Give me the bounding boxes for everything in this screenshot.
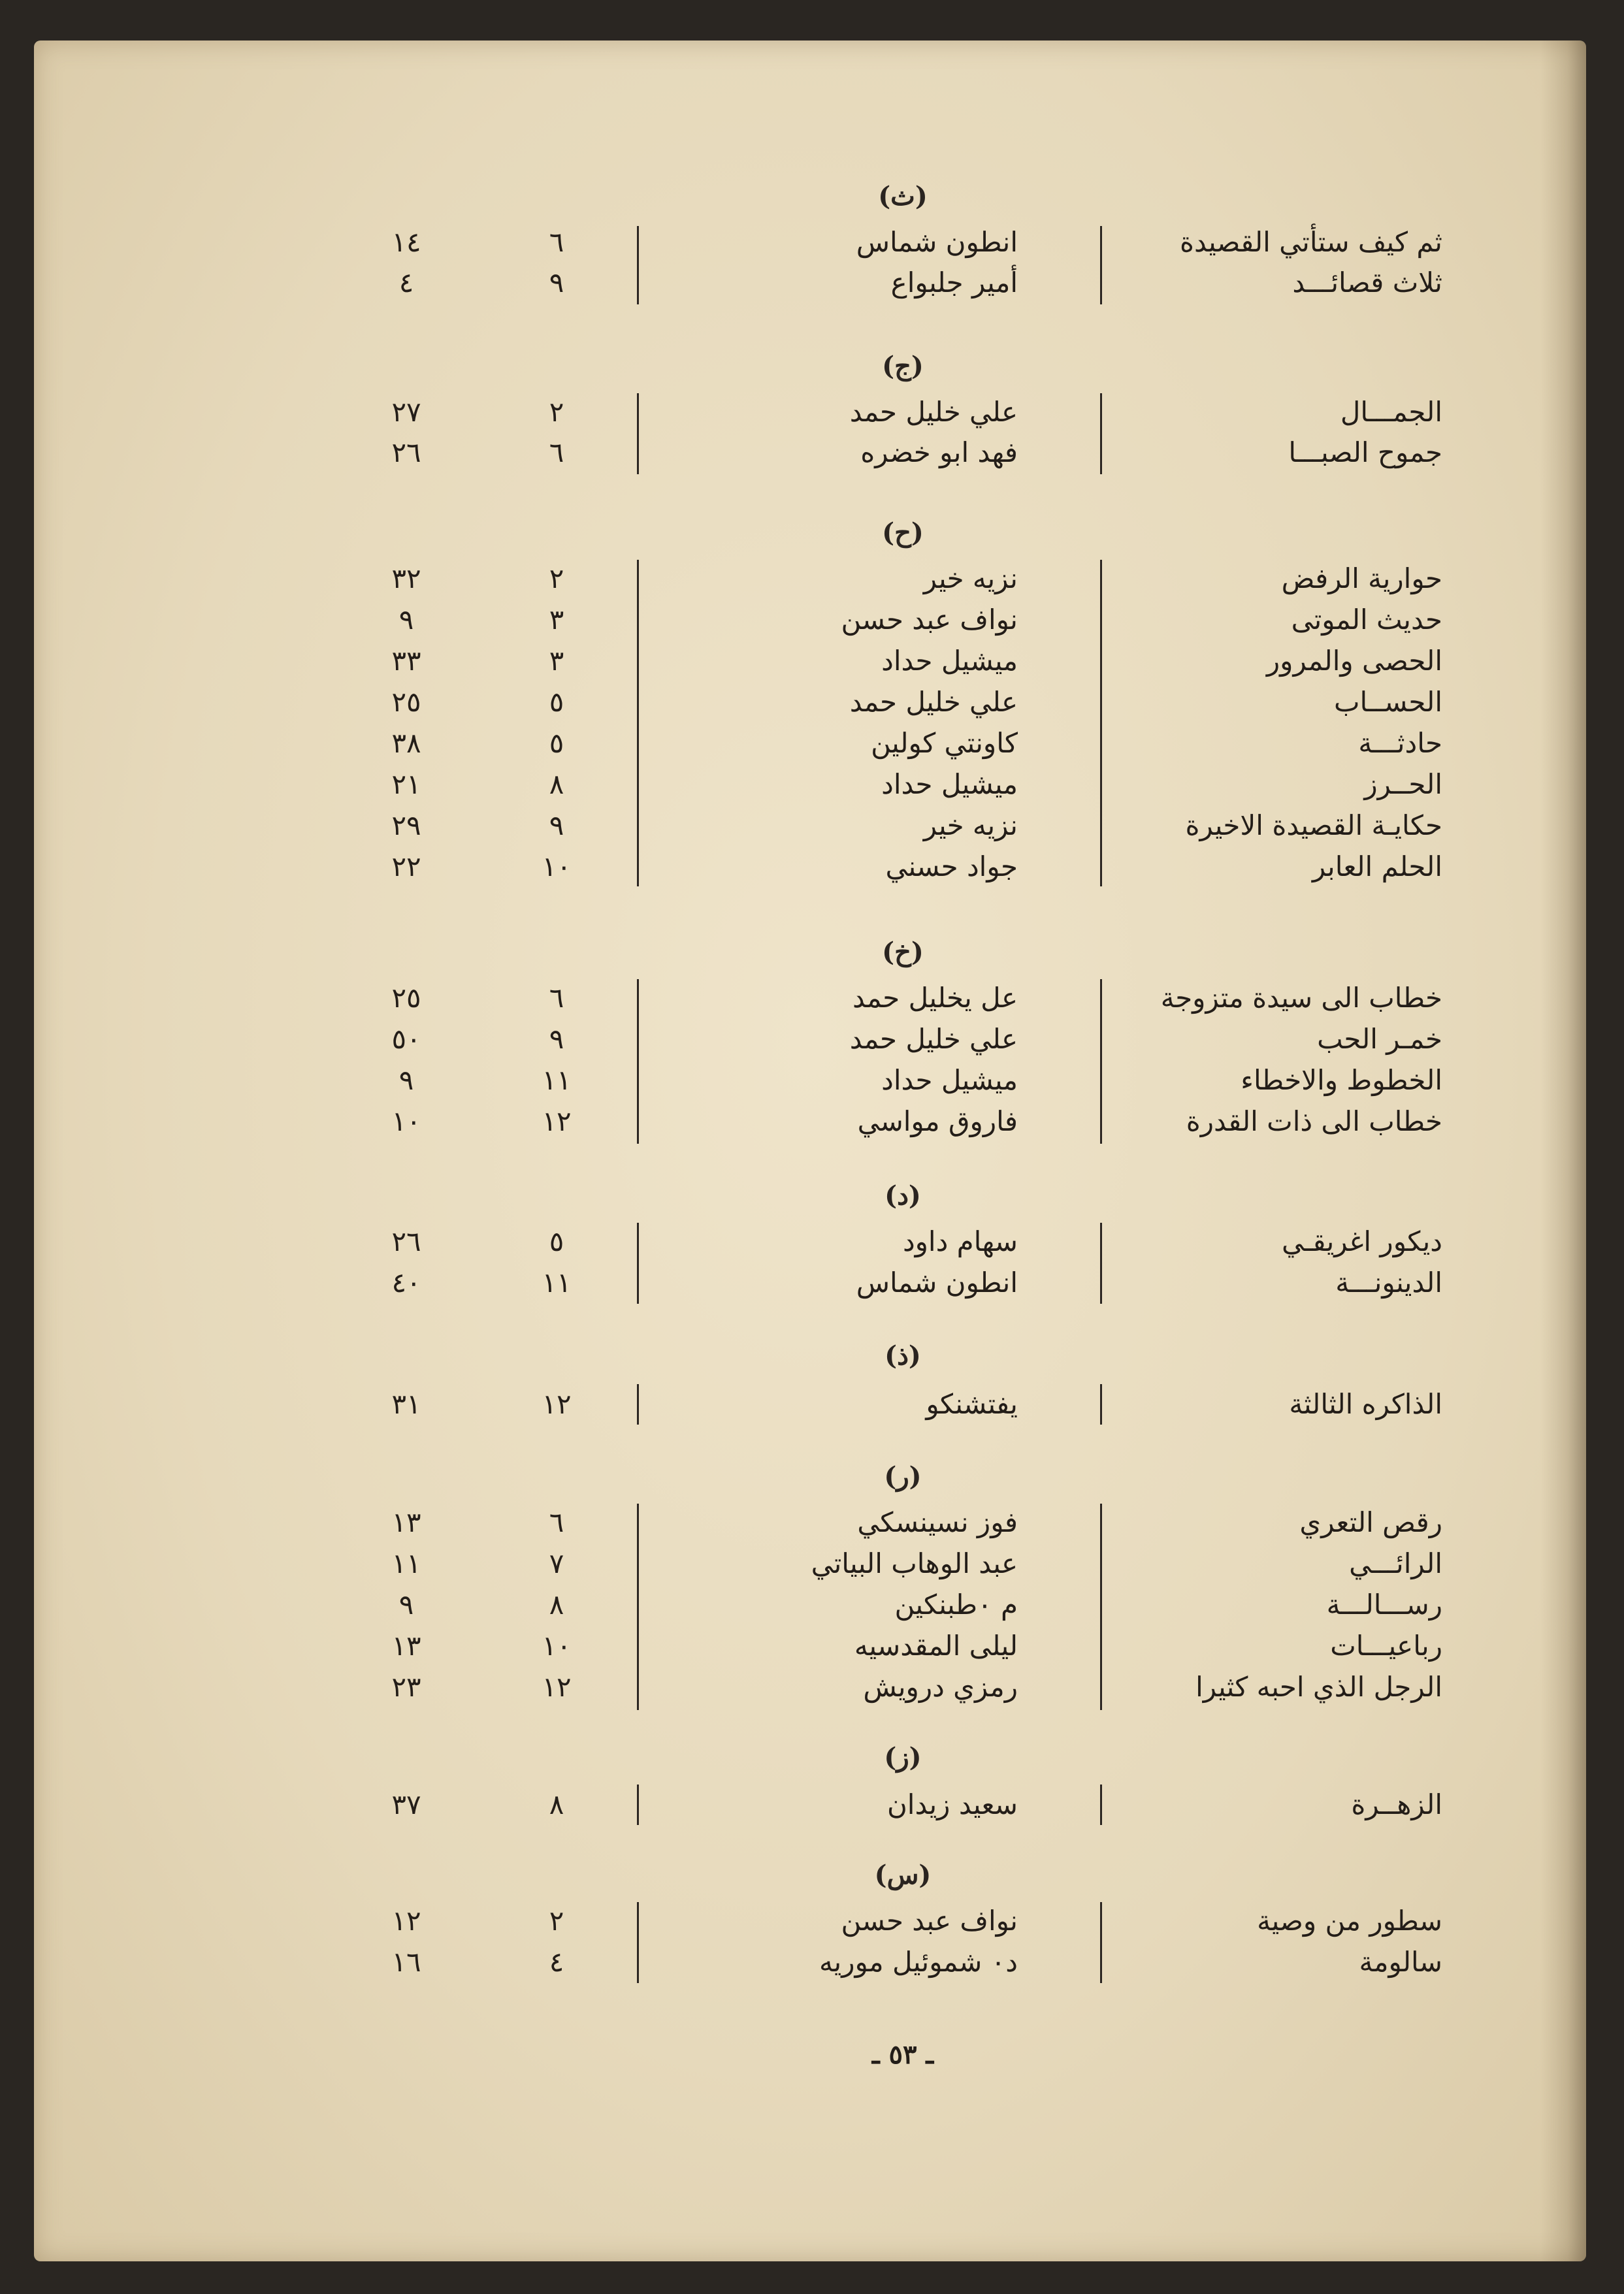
poem-title: الحصى والمرور (1266, 645, 1442, 677)
table-row (34, 723, 1586, 764)
table-row (34, 1667, 1586, 1707)
issue-number: ٢ (549, 396, 564, 428)
poem-title: الدينونـــة (1335, 1267, 1442, 1299)
page-number: ٩ (398, 1064, 414, 1096)
poet-name: سهام داود (902, 1225, 1018, 1257)
poem-title: جموح الصبـــا (1288, 436, 1442, 468)
poem-title: الرائـــي (1349, 1547, 1442, 1579)
poet-name: نواف عبد حسن (841, 1905, 1018, 1937)
page-number: ١٦ (391, 1946, 421, 1978)
page-number: ٢٦ (391, 436, 421, 468)
poet-name: أمير جلبواع (890, 267, 1018, 299)
poem-title: رباعيـــات (1330, 1630, 1442, 1662)
poet-name: نواف عبد حسن (841, 604, 1018, 636)
poet-name: ليلى المقدسيه (854, 1630, 1018, 1662)
poem-title: رســـالـــة (1326, 1589, 1442, 1621)
page-number: ٥٠ (391, 1023, 421, 1055)
poet-name: عل يخليل حمد (852, 982, 1018, 1014)
table-row (34, 1221, 1586, 1262)
poem-title: الحلم العابر (1312, 850, 1442, 882)
issue-number: ٥ (549, 1225, 564, 1257)
page-number: ٣٧ (391, 1788, 421, 1820)
page-number: ٤٠ (391, 1267, 421, 1299)
poet-name: فهد ابو خضره (860, 436, 1018, 468)
table-row (34, 1626, 1586, 1666)
poem-title: حادثـــة (1358, 727, 1442, 759)
table-row (34, 392, 1586, 432)
table-row (34, 600, 1586, 640)
page-number: ٣١ (391, 1388, 421, 1420)
issue-number: ٣ (549, 645, 564, 677)
page-number: ١٣ (391, 1506, 421, 1538)
issue-number: ١٢ (542, 1671, 572, 1703)
page-number: ٢٥ (391, 686, 421, 718)
poet-name: فوز نسينسكي (857, 1506, 1018, 1538)
page-number: ٢٣ (391, 1671, 421, 1703)
table-row (34, 1543, 1586, 1584)
table-row (34, 1942, 1586, 1982)
poet-name: علي خليل حمد (849, 396, 1018, 428)
issue-number: ٥ (549, 727, 564, 759)
poem-title: حوارية الرفض (1281, 562, 1442, 594)
page-number: ٣٣ (391, 645, 421, 677)
issue-number: ٤ (549, 1946, 564, 1978)
issue-number: ٩ (549, 267, 564, 299)
table-row (34, 682, 1586, 722)
section-letter: (خ) (882, 937, 924, 967)
poem-title: الحســاب (1334, 686, 1442, 718)
page-number: ٢١ (391, 768, 421, 800)
poet-name: نزيه خير (923, 809, 1018, 841)
section-letter: (ز) (884, 1742, 922, 1773)
issue-number: ١٠ (542, 1630, 572, 1662)
issue-number: ١٢ (542, 1105, 572, 1137)
poet-name: نزيه خير (923, 562, 1018, 594)
table-row (34, 641, 1586, 681)
issue-number: ١٢ (542, 1388, 572, 1420)
table-row (34, 1585, 1586, 1625)
table-row (34, 432, 1586, 473)
table-row (34, 1502, 1586, 1543)
poem-title: رقص التعري (1299, 1506, 1442, 1538)
poet-name: جواد حسني (885, 850, 1018, 882)
issue-number: ٦ (549, 982, 564, 1014)
table-row (34, 764, 1586, 805)
table-row (34, 1263, 1586, 1303)
page-number: ٢٢ (391, 850, 421, 882)
poem-title: خطاب الى سيدة متزوجة (1160, 982, 1442, 1014)
poem-title: حكايـة القصيدة الاخيرة (1185, 809, 1442, 841)
section-letter: (ر) (884, 1461, 922, 1492)
poem-title: ديكور اغريقـي (1282, 1225, 1442, 1257)
poet-name: م ٠طبنكين (894, 1589, 1018, 1621)
poem-title: خطاب الى ذات القدرة (1186, 1105, 1442, 1137)
page-number-footer: ـ ٥٣ ـ (871, 2039, 934, 2070)
table-row (34, 1101, 1586, 1142)
poet-name: علي خليل حمد (849, 1023, 1018, 1055)
page-number: ١٠ (391, 1105, 421, 1137)
poem-title: الحــرز (1364, 768, 1442, 800)
page-number: ٣٨ (391, 727, 421, 759)
issue-number: ٨ (549, 1589, 564, 1621)
section-letter: (ث) (878, 181, 928, 212)
table-row (34, 558, 1586, 599)
issue-number: ١١ (542, 1267, 572, 1299)
issue-number: ٧ (549, 1547, 564, 1579)
table-row (34, 1019, 1586, 1059)
poet-name: رمزي درويش (863, 1671, 1018, 1703)
table-row (34, 978, 1586, 1018)
issue-number: ٥ (549, 686, 564, 718)
issue-number: ٨ (549, 1788, 564, 1820)
poet-name: انطون شماس (856, 226, 1018, 258)
poet-name: ميشيل حداد (881, 1064, 1018, 1096)
page-number: ١٢ (391, 1905, 421, 1937)
issue-number: ٦ (549, 226, 564, 258)
poet-name: يفتشنكو (926, 1388, 1018, 1420)
issue-number: ٦ (549, 1506, 564, 1538)
poem-title: الخطوط والاخطاء (1241, 1064, 1442, 1096)
poem-title: سطور من وصية (1257, 1905, 1442, 1937)
poem-title: الرجل الذي احبه كثيرا (1195, 1671, 1442, 1703)
issue-number: ٩ (549, 1023, 564, 1055)
issue-number: ٦ (549, 436, 564, 468)
page-number: ١١ (391, 1547, 421, 1579)
issue-number: ٨ (549, 768, 564, 800)
poet-name: عبد الوهاب البياتي (811, 1547, 1018, 1579)
table-row (34, 1384, 1586, 1425)
issue-number: ٩ (549, 809, 564, 841)
section-letter: (س) (874, 1860, 932, 1890)
section-letter: (ج) (882, 351, 924, 381)
issue-number: ٢ (549, 1905, 564, 1937)
table-row (34, 1785, 1586, 1825)
table-row (34, 1901, 1586, 1941)
poem-title: حديث الموتى (1291, 604, 1442, 636)
page-number: ٢٩ (391, 809, 421, 841)
issue-number: ٣ (549, 604, 564, 636)
table-row (34, 805, 1586, 846)
poet-name: فاروق مواسي (857, 1105, 1018, 1137)
page-number: ٩ (398, 1589, 414, 1621)
page-number: ٢٦ (391, 1225, 421, 1257)
poet-name: ميشيل حداد (881, 768, 1018, 800)
page (34, 40, 1586, 2261)
page-number: ٣٢ (391, 562, 421, 594)
page-number: ١٤ (391, 226, 421, 258)
table-row (34, 1060, 1586, 1101)
poet-name: ميشيل حداد (881, 645, 1018, 677)
poem-title: الزهــرة (1351, 1788, 1442, 1820)
table-row (34, 263, 1586, 303)
poem-title: الجمـــال (1340, 396, 1442, 428)
section-letter: (د) (885, 1180, 921, 1211)
page-number: ٤ (398, 267, 414, 299)
poem-title: خمـر الحب (1317, 1023, 1442, 1055)
page-number: ١٣ (391, 1630, 421, 1662)
section-letter: (ح) (882, 517, 924, 548)
page-number: ٢٥ (391, 982, 421, 1014)
section-letter: (ذ) (885, 1340, 921, 1371)
poet-name: د٠ شموئيل موريه (819, 1946, 1018, 1978)
issue-number: ١٠ (542, 850, 572, 882)
issue-number: ٢ (549, 562, 564, 594)
poem-title: الذاكره الثالثة (1289, 1388, 1442, 1420)
poet-name: سعيد زيدان (886, 1788, 1018, 1820)
poet-name: انطون شماس (856, 1267, 1018, 1299)
page-number: ٩ (398, 604, 414, 636)
poem-title: ثلاث قصائـــد (1292, 267, 1442, 299)
table-row (34, 222, 1586, 263)
poet-name: كاونتي كولين (871, 727, 1018, 759)
poem-title: سالومة (1359, 1946, 1442, 1978)
table-row (34, 847, 1586, 887)
poet-name: علي خليل حمد (849, 686, 1018, 718)
poem-title: ثم كيف ستأتي القصيدة (1179, 226, 1442, 258)
page-number: ٢٧ (391, 396, 421, 428)
issue-number: ١١ (542, 1064, 572, 1096)
